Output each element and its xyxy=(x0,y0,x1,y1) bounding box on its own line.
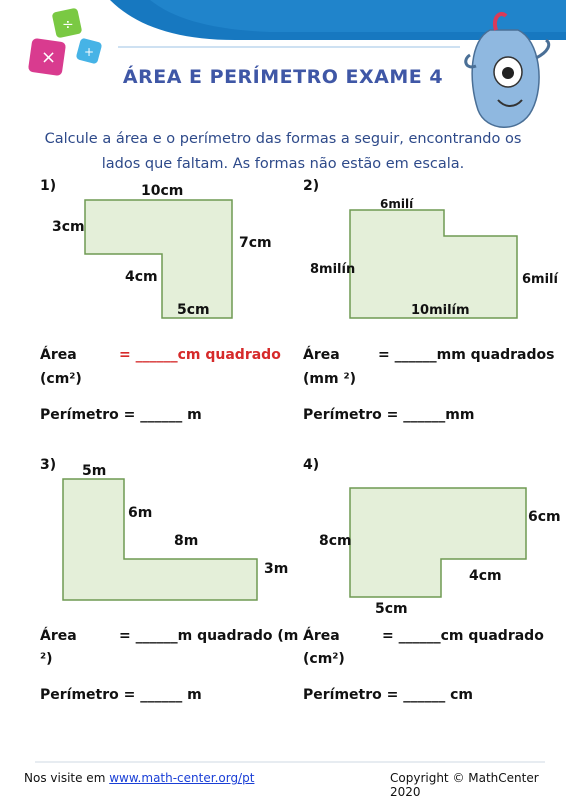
problem-2-label-left: 8milín xyxy=(310,262,356,277)
problem-2-area-answer[interactable]: = ______mm quadrados xyxy=(378,347,555,363)
problem-1-area-label: Área xyxy=(40,347,77,363)
problem-4-area-unit: (cm²) xyxy=(303,651,345,667)
problem-3-label-right: 3m xyxy=(264,561,289,577)
instructions: Calcule a área e o perímetro das formas a seguir, encontrando os lados que faltam. As formas não estão em escala. xyxy=(44,131,522,172)
problem-2-number: 2) xyxy=(303,178,320,194)
problem-4-area-label: Área xyxy=(303,628,340,644)
svg-text:÷: ÷ xyxy=(62,17,74,33)
problem-2-perimeter[interactable]: Perímetro = ______mm xyxy=(303,407,475,423)
footer-visit-text: Nos visite em xyxy=(24,771,106,785)
problem-1-label-top: 10cm xyxy=(141,183,184,199)
footer-link[interactable]: www.math-center.org/pt xyxy=(109,771,255,785)
problem-1-label-left: 3cm xyxy=(52,219,85,235)
problem-1-number: 1) xyxy=(40,178,57,194)
problem-2-label-right: 6milí xyxy=(522,272,558,287)
problem-1-area-unit: (cm²) xyxy=(40,371,82,387)
problem-1-label-bottom: 5cm xyxy=(177,302,210,318)
problem-4-label-inner: 4cm xyxy=(469,568,502,584)
problem-3-area-unit: ²) xyxy=(40,651,53,667)
problem-3-label-inner: 6m xyxy=(128,505,153,521)
problem-3-number: 3) xyxy=(40,457,57,473)
problem-4-perimeter[interactable]: Perímetro = ______ cm xyxy=(303,687,473,703)
problem-1-label-inner: 4cm xyxy=(125,269,158,285)
problem-2-label-top: 6milí xyxy=(380,197,414,211)
footer-visit xyxy=(24,771,254,785)
problem-2-label-bottom: 10milím xyxy=(411,303,470,318)
problem-4-area-answer[interactable]: = ______cm quadrado xyxy=(382,628,544,644)
footer-copyright: Copyright © MathCenter 2020 xyxy=(390,771,539,799)
problem-3-perimeter[interactable]: Perímetro = ______ m xyxy=(40,687,202,703)
problem-4-label-bottom: 5cm xyxy=(375,601,408,617)
problem-3-area-answer[interactable]: = ______m quadrado (m xyxy=(119,628,299,644)
svg-text:+: + xyxy=(84,45,95,59)
problem-2-area-unit: (mm ²) xyxy=(303,371,356,387)
problem-4-label-left: 8cm xyxy=(319,533,352,549)
page-title: ÁREA E PERÍMETRO EXAME 4 xyxy=(122,66,444,88)
problem-1-perimeter[interactable]: Perímetro = ______ m xyxy=(40,407,202,423)
problem-2-area-label: Área xyxy=(303,347,340,363)
problem-3-area-label: Área xyxy=(40,628,77,644)
problem-1-label-right: 7cm xyxy=(239,235,272,251)
svg-text:×: × xyxy=(41,47,57,68)
problem-3-label-top: 5m xyxy=(82,463,107,479)
problem-4-label-right: 6cm xyxy=(528,509,561,525)
problem-1-area-answer[interactable]: = ______cm quadrado xyxy=(119,347,281,363)
problem-4-number: 4) xyxy=(303,457,320,473)
problem-3-label-step: 8m xyxy=(174,533,199,549)
